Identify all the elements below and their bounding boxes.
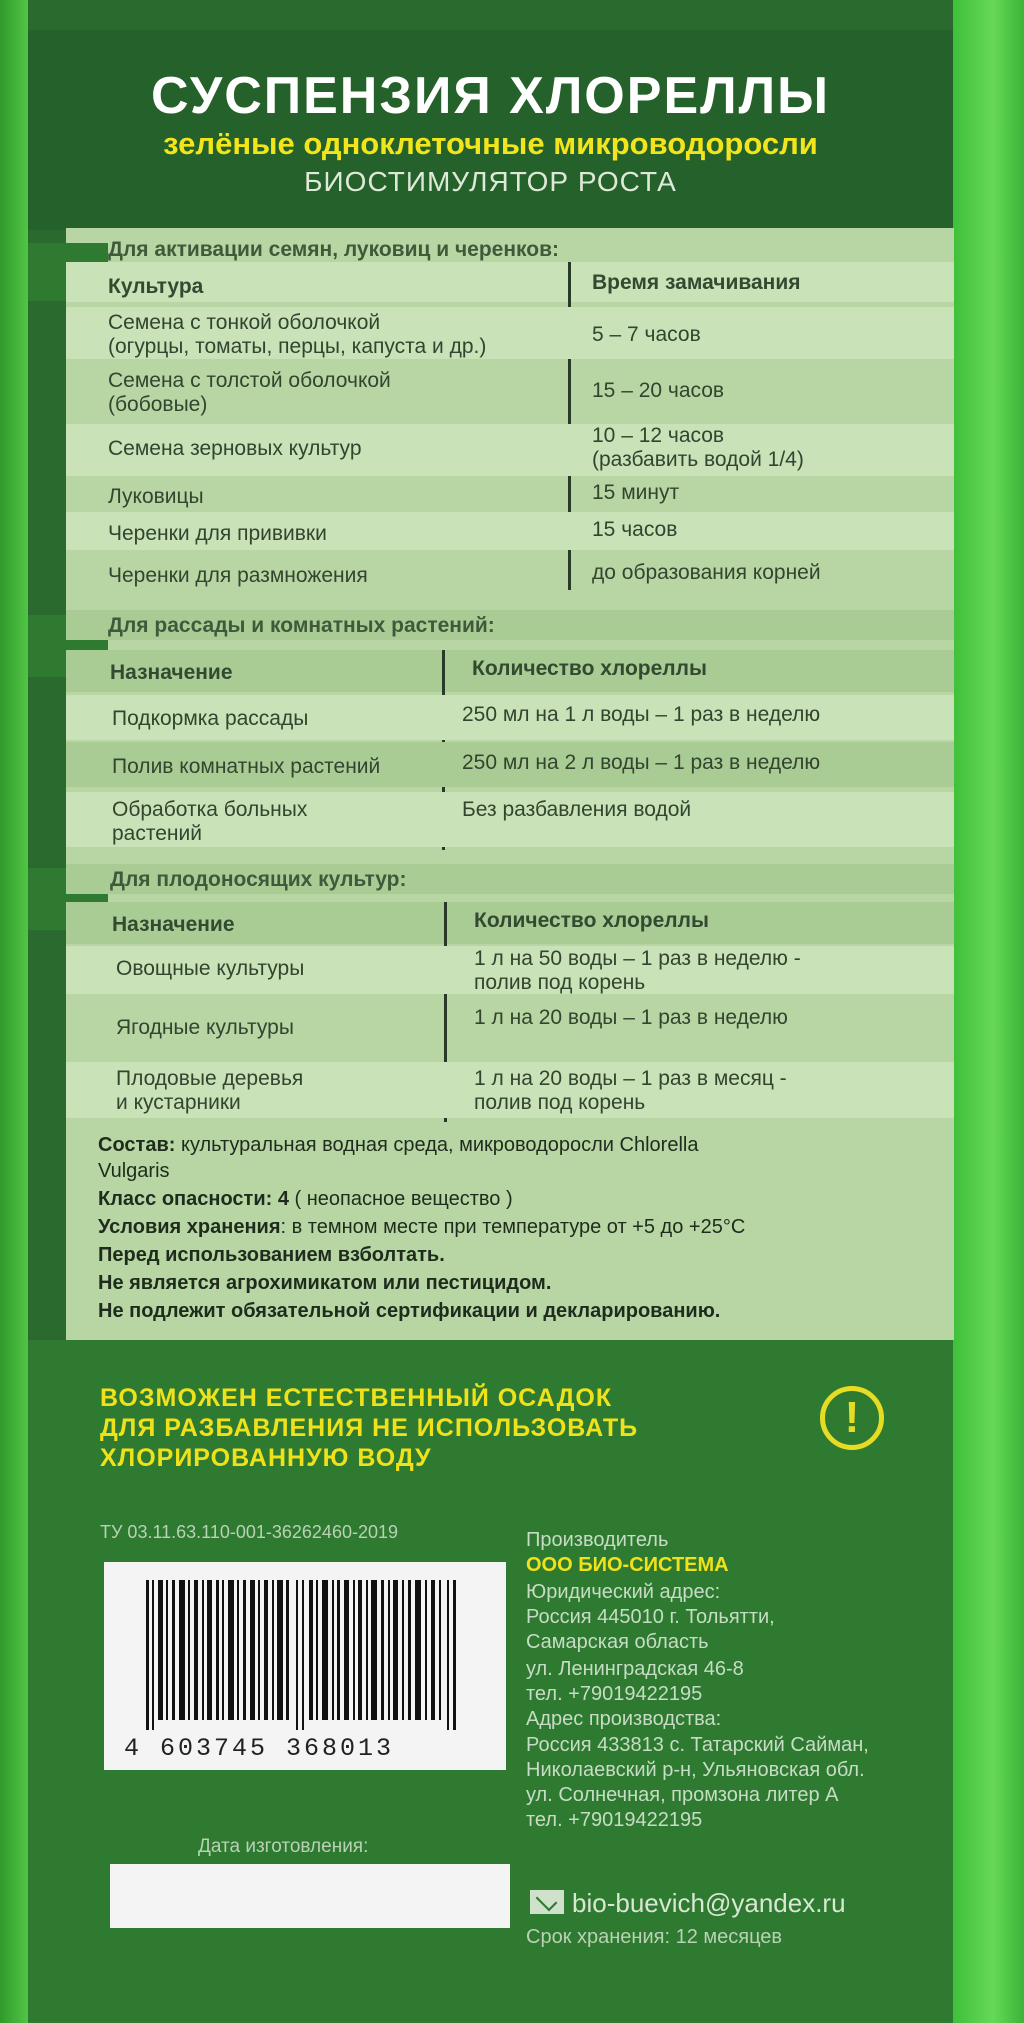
col-header-culture: Культура (108, 275, 204, 298)
table-cell: и кустарники (116, 1091, 241, 1114)
table-cell: полив под корень (474, 1091, 646, 1114)
manufacturer-address-line: Самарская область (526, 1631, 709, 1653)
table-cell: (бобовые) (108, 393, 208, 416)
table-cell: Без разбавления водой (462, 798, 692, 821)
table-cell: Подкормка рассады (112, 707, 309, 730)
table-cell: Семена с толстой оболочкой (108, 369, 391, 392)
table-cell: Черенки для прививки (108, 522, 327, 545)
warning-line-3: ХЛОРИРОВАННУЮ ВОДУ (100, 1444, 432, 1472)
table-cell: 15 часов (592, 518, 678, 541)
product-subtitle: зелёные одноклеточные микроводоросли (163, 126, 818, 161)
manufacturer-address-line: Юридический адрес: (526, 1581, 721, 1603)
warning-line-2: ДЛЯ РАЗБАВЛЕНИЯ НЕ ИСПОЛЬЗОВАТЬ (100, 1414, 639, 1442)
product-title: СУСПЕНЗИЯ ХЛОРЕЛЛЫ (150, 67, 831, 125)
table-cell: 15 минут (592, 481, 680, 504)
table-cell: Семена зерновых культур (108, 437, 362, 460)
product-category: БИОСТИМУЛЯТОР РОСТА (304, 166, 677, 197)
table-cell: Полив комнатных растений (112, 755, 381, 778)
production-address-line: Николаевский р-н, Ульяновская обл. (526, 1759, 865, 1781)
table-cell: 1 л на 20 воды – 1 раз в неделю (474, 1006, 788, 1029)
col-header-soak-time: Время замачивания (592, 271, 801, 294)
table-cell: Плодовые деревья (116, 1067, 304, 1090)
tech-spec-number: ТУ 03.11.63.110-001-36262460-2019 (100, 1522, 399, 1542)
table-cell: Семена с тонкой оболочкой (108, 311, 381, 334)
manufacture-date-field (110, 1864, 510, 1928)
production-phone: тел. +79019422195 (526, 1809, 703, 1831)
col-header-purpose: Назначение (112, 913, 235, 936)
warning-icon: ! (820, 1386, 884, 1450)
shelf-life: Срок хранения: 12 месяцев (526, 1926, 783, 1948)
col-header-amount: Количество хлореллы (472, 657, 707, 680)
barcode (104, 1562, 506, 1770)
production-address-label: Адрес производства: (526, 1708, 722, 1730)
table-cell: (огурцы, томаты, перцы, капуста и др.) (108, 335, 487, 358)
manufacturer-name: ООО БИО-СИСТЕМА (526, 1554, 729, 1576)
envelope-icon (530, 1890, 564, 1914)
table-cell: 5 – 7 часов (592, 323, 701, 346)
section-title-seeds: Для активации семян, луковиц и черенков: (108, 238, 560, 261)
barcode-number: 4 603745 368013 (124, 1734, 395, 1763)
composition-text-cont: Vulgaris (98, 1160, 170, 1182)
composition-text: Состав: культуральная водная среда, микроводоросли Chlorella (98, 1134, 699, 1156)
barcode-bars (144, 1580, 464, 1730)
col-header-amount: Количество хлореллы (474, 909, 709, 932)
shake-note: Перед использованием взболтать. (98, 1244, 445, 1266)
table-cell: 15 – 20 часов (592, 379, 725, 402)
table-cell: 250 мл на 1 л воды – 1 раз в неделю (462, 703, 821, 726)
table-cell: 250 мл на 2 л воды – 1 раз в неделю (462, 751, 821, 774)
manufacturer-address-line: ул. Ленинградская 46-8 (526, 1658, 744, 1680)
manufacture-date-label: Дата изготовления: (198, 1836, 369, 1857)
certification-note: Не подлежит обязательной сертификации и декларированию. (98, 1300, 721, 1322)
manufacturer-address-line: Россия 445010 г. Тольятти, (526, 1606, 775, 1628)
not-agrochemical-note: Не является агрохимикатом или пестицидом. (98, 1272, 552, 1294)
production-address-line: Россия 433813 с. Татарский Сайман, (526, 1734, 869, 1756)
table-cell: Черенки для размножения (108, 564, 368, 587)
table-cell: Обработка больных (112, 798, 308, 821)
table-cell: 10 – 12 часов (592, 424, 725, 447)
table-cell: Овощные культуры (116, 957, 305, 980)
table-cell: Луковицы (108, 485, 204, 508)
production-address-line: ул. Солнечная, промзона литер А (526, 1784, 839, 1806)
hazard-class: Класс опасности: 4 ( неопасное вещество ) (98, 1188, 513, 1210)
table-cell: до образования корней (592, 561, 821, 584)
table-cell: (разбавить водой 1/4) (592, 448, 804, 471)
table-cell: растений (112, 822, 202, 845)
table-cell: 1 л на 20 воды – 1 раз в месяц - (474, 1067, 787, 1090)
table-cell: Ягодные культуры (116, 1016, 294, 1039)
manufacturer-label: Производитель (526, 1529, 669, 1551)
table-cell: полив под корень (474, 971, 646, 994)
manufacturer-phone: тел. +79019422195 (526, 1683, 703, 1705)
section-title-fruit: Для плодоносящих культур: (110, 868, 407, 891)
warning-line-1: ВОЗМОЖЕН ЕСТЕСТВЕННЫЙ ОСАДОК (100, 1384, 613, 1412)
col-header-purpose: Назначение (110, 661, 233, 684)
storage-conditions: Условия хранения: в темном месте при температуре от +5 до +25°С (98, 1216, 746, 1238)
table-cell: 1 л на 50 воды – 1 раз в неделю - (474, 947, 801, 970)
contact-email: bio-buevich@yandex.ru (572, 1888, 846, 1918)
section-title-seedlings: Для рассады и комнатных растений: (108, 614, 495, 637)
